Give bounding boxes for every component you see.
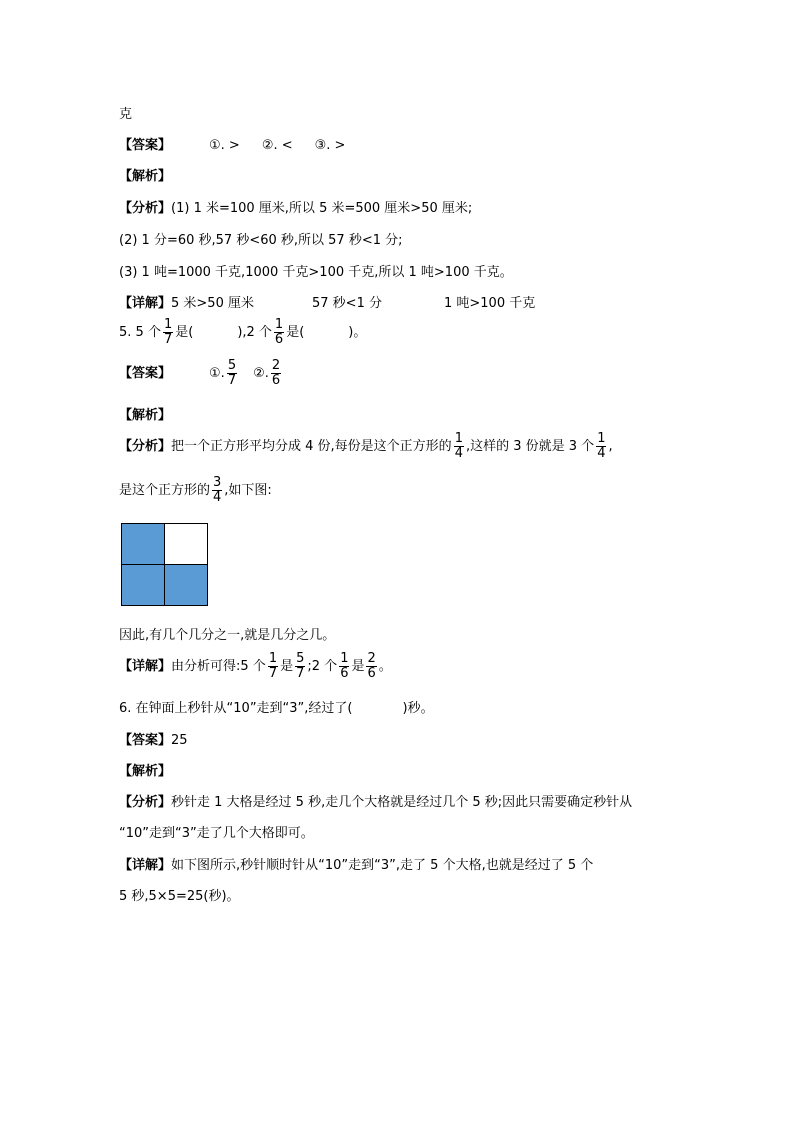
square-cell — [164, 523, 208, 565]
question-5: 5. 5 个 $\frac{1}{7}$ 是( ),2 个 $\frac{1}{6}$ 是( )。 — [119, 317, 367, 347]
fraction-one-quarter-2: $\frac{1}{4}$ — [597, 431, 606, 461]
fraction-two-sixths: $\frac{2}{6}$ — [271, 358, 281, 388]
jiexi-label-q4: 【解析】 — [119, 169, 172, 184]
fenxi-text: (1) 1 米=100 厘米,所以 5 米=500 厘米>50 厘米; — [171, 201, 473, 216]
square-cell — [121, 523, 165, 565]
square-cell — [164, 564, 208, 606]
answer-a: ①. > — [209, 138, 240, 153]
fraction-one-sixth: $\frac{1}{6}$ — [274, 317, 284, 347]
answer-value: 25 — [171, 733, 188, 748]
conclusion-text: 因此,有几个几分之一,就是几分之几。 — [119, 628, 336, 643]
jiexi-label-q6: 【解析】 — [119, 764, 172, 779]
fraction-one-seventh: $\frac{1}{7}$ — [163, 317, 173, 347]
answer-row-q4 — [119, 134, 345, 153]
answer-row-q5: 【答案】 ①. $\frac{5}{7}$ ②. $\frac{2}{6}$ — [119, 358, 281, 388]
fenxi-q5-1: 【分析】把一个正方形平均分成 4 份,每份是这个正方形的 $\frac{1}{4}$ ,这样的 3 份就是 3 个 $\frac{1}{4}$ , — [119, 431, 613, 461]
fenxi-q6-1: 【分析】秒针走 1 大格是经过 5 秒,走几个大格就是经过几个 5 秒;因此只需要确定秒针从 — [119, 795, 633, 810]
text-ke: 克 — [119, 107, 133, 122]
xiangjie-q4: 【详解】5 米>50 厘米 57 秒<1 分 1 吨>100 千克 — [119, 296, 536, 311]
fenxi-q4-1 — [119, 197, 472, 216]
jiexi-label-q5: 【解析】 — [119, 408, 172, 423]
fraction-three-quarters: $\frac{3}{4}$ — [213, 475, 222, 505]
xiangjie-q5: 【详解】由分析可得:5 个 $\frac{1}{7}$ 是 $\frac{5}{7}$ ;2 个 $\frac{1}{6}$ 是 $\frac{2}{6}$ 。 — [119, 651, 392, 681]
fenxi-q4-3: (3) 1 吨=1000 千克,1000 千克>100 千克,所以 1 吨>100 千克。 — [119, 265, 513, 280]
answer-b: ②. < — [261, 138, 293, 153]
fraction-five-sevenths: $\frac{5}{7}$ — [227, 358, 237, 388]
fenxi-q5-2: 是这个正方形的 $\frac{3}{4}$ ,如下图: — [119, 475, 272, 505]
square-cell — [121, 564, 165, 606]
answer-c: ③. > — [314, 138, 346, 153]
fenxi-q4-2: (2) 1 分=60 秒,57 秒<60 秒,所以 57 秒<1 分; — [119, 233, 403, 248]
fenxi-q6-2: “10”走到“3”走了几个大格即可。 — [119, 826, 314, 841]
xiangjie-label: 【详解】 — [119, 296, 172, 311]
answer-label: 【答案】 — [119, 138, 172, 153]
answer-row-q6: 【答案】25 — [119, 733, 188, 748]
fenxi-label: 【分析】 — [119, 201, 172, 216]
xiangjie-q6-2: 5 秒,5×5=25(秒)。 — [119, 889, 240, 904]
fraction-one-quarter: $\frac{1}{4}$ — [454, 431, 463, 461]
xiangjie-q6-1: 【详解】如下图所示,秒针顺时针从“10”走到“3”,走了 5 个大格,也就是经过了 5 个 — [119, 858, 594, 873]
question-6: 6. 在钟面上秒针从“10”走到“3”,经过了( )秒。 — [119, 701, 434, 716]
